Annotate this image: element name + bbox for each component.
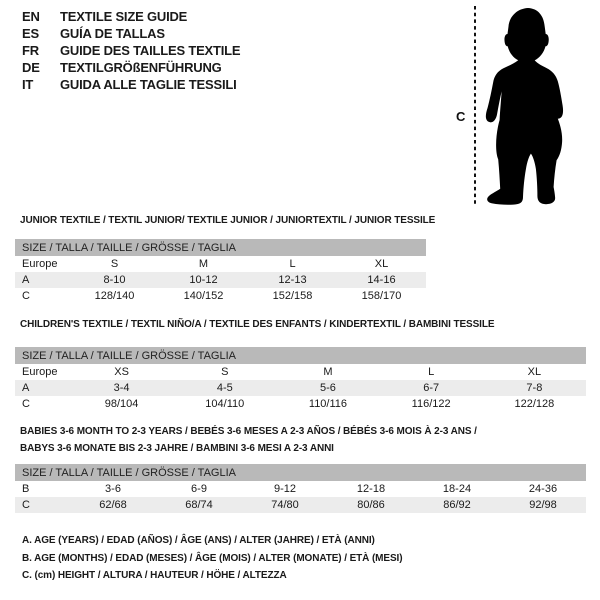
row-label: B — [22, 483, 30, 495]
table-cell: 6-9 — [191, 483, 207, 495]
section-title-line: BABYS 3-6 MONATE BIS 2-3 JAHRE / BAMBINI 3-6 MESI A 2-3 ANNI — [20, 443, 334, 454]
table-row — [15, 380, 586, 396]
table-cell: 3-6 — [105, 483, 121, 495]
table-cell: 3-4 — [70, 380, 173, 396]
table-cell: 6-7 — [380, 380, 483, 396]
legend — [22, 532, 402, 585]
table-cell: 18-24 — [442, 483, 472, 495]
table-cell: 14-16 — [337, 272, 426, 288]
table-cell: 9-12 — [273, 483, 297, 495]
table-cell: 12-18 — [356, 483, 386, 495]
language-row — [22, 76, 240, 93]
table-cell: 4-5 — [173, 380, 276, 396]
table-row — [15, 497, 586, 513]
section-title-children: CHILDREN'S TEXTILE / TEXTIL NIÑO/A / TEXTILE DES ENFANTS / KINDERTEXTIL / BAMBINI TESSILE — [20, 319, 495, 330]
table-row — [15, 481, 586, 497]
size-header-bar: SIZE / TALLA / TAILLE / GRÖSSE / TAGLIA — [15, 239, 426, 256]
table-row — [15, 364, 586, 380]
section-title-babies — [20, 423, 477, 457]
language-title: GUIDE DES TAILLES TEXTILE — [60, 43, 241, 58]
legend-line-a: A. AGE (YEARS) / EDAD (AÑOS) / ÂGE (ANS) / ALTER (JAHRE) / ETÀ (ANNI) — [22, 535, 375, 546]
table-cell: XL — [527, 366, 542, 378]
table-cell: 62/68 — [70, 497, 156, 513]
language-title: GUÍA DE TALLAS — [60, 26, 165, 41]
size-header-bar: SIZE / TALLA / TAILLE / GRÖSSE / TAGLIA — [15, 464, 586, 481]
table-cell: M — [198, 258, 209, 270]
table-cell: 92/98 — [500, 497, 586, 513]
table-cell: 152/158 — [272, 290, 313, 302]
height-label: C — [456, 109, 466, 124]
row-label: A — [15, 272, 70, 288]
table-cell: L — [428, 366, 435, 378]
table-cell: 86/92 — [414, 497, 500, 513]
language-row — [22, 42, 240, 59]
table-cell: 158/170 — [361, 290, 402, 302]
baby-silhouette-icon — [486, 8, 563, 205]
table-cell: 98/104 — [104, 398, 139, 410]
language-row — [22, 8, 240, 25]
table-cell: 5-6 — [276, 380, 379, 396]
table-cell: S — [110, 258, 119, 270]
language-row — [22, 25, 240, 42]
row-label: C — [15, 497, 70, 513]
table-row — [15, 272, 426, 288]
height-figure — [450, 4, 600, 216]
table-cell: L — [289, 258, 296, 270]
table-cell: 68/74 — [156, 497, 242, 513]
language-code: FR — [22, 43, 39, 58]
size-table-children — [15, 347, 586, 412]
table-cell: 12-13 — [248, 272, 337, 288]
table-cell: 24-36 — [528, 483, 558, 495]
language-title: TEXTILGRÖßENFÜHRUNG — [60, 60, 222, 75]
table-row — [15, 288, 426, 304]
table-cell: S — [221, 366, 229, 378]
table-cell: 80/86 — [328, 497, 414, 513]
size-header-bar: SIZE / TALLA / TAILLE / GRÖSSE / TAGLIA — [15, 347, 586, 364]
table-cell: 7-8 — [483, 380, 586, 396]
row-label: C — [22, 398, 30, 410]
language-code: ES — [22, 26, 39, 41]
row-label: Europe — [22, 366, 58, 378]
row-label: Europe — [22, 258, 58, 270]
table-cell: 116/122 — [411, 398, 451, 410]
table-cell: 74/80 — [242, 497, 328, 513]
table-cell: 8-10 — [70, 272, 159, 288]
language-header — [22, 8, 240, 93]
table-cell: M — [323, 366, 333, 378]
table-cell: 104/110 — [205, 398, 245, 410]
section-title-junior: JUNIOR TEXTILE / TEXTIL JUNIOR/ TEXTILE JUNIOR / JUNIORTEXTIL / JUNIOR TESSILE — [20, 215, 436, 226]
language-row — [22, 59, 240, 76]
language-code: IT — [22, 77, 34, 92]
table-row — [15, 396, 586, 412]
table-cell: XS — [114, 366, 129, 378]
row-label: A — [15, 380, 70, 396]
language-title: GUIDA ALLE TAGLIE TESSILI — [60, 77, 237, 92]
table-cell: 110/116 — [308, 398, 348, 410]
table-cell: 122/128 — [514, 398, 555, 410]
table-row — [15, 256, 426, 272]
table-cell: 10-12 — [159, 272, 248, 288]
language-code: DE — [22, 60, 40, 75]
language-title: TEXTILE SIZE GUIDE — [60, 9, 188, 24]
row-label: C — [22, 290, 30, 302]
section-title-line: BABIES 3-6 MONTH TO 2-3 YEARS / BEBÉS 3-6 MESES A 2-3 AÑOS / BÉBÉS 3-6 MOIS À 2-3 ANS / — [20, 426, 477, 437]
table-cell: XL — [374, 258, 389, 270]
table-cell: 128/140 — [94, 290, 135, 302]
size-table-junior — [15, 239, 426, 304]
language-code: EN — [22, 9, 40, 24]
legend-line-c: C. (cm) HEIGHT / ALTURA / HAUTEUR / HÖHE / ALTEZZA — [22, 570, 287, 581]
table-cell: 140/152 — [183, 290, 224, 302]
size-table-babies — [15, 464, 586, 513]
legend-line-b: B. AGE (MONTHS) / EDAD (MESES) / ÂGE (MOIS) / ALTER (MONATE) / ETÀ (MESI) — [22, 552, 403, 564]
